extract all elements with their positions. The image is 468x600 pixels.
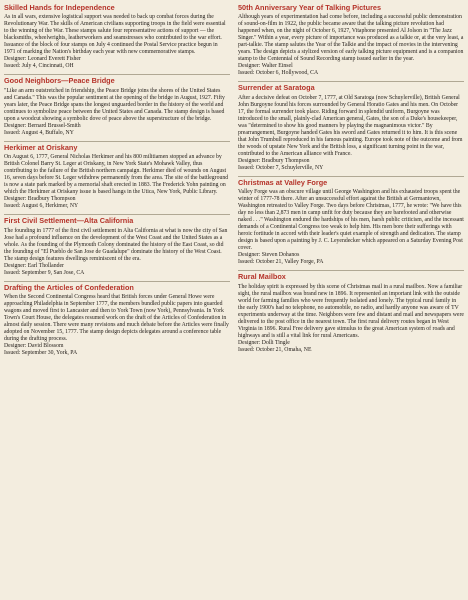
section-title: Christmas at Valley Forge (238, 177, 328, 187)
left-column (4, 4, 230, 600)
section-title: Good Neighbors—Peace Bridge (4, 76, 115, 86)
section-articles-confederation (4, 281, 230, 357)
section-body: Although years of experimentation had come before, including a successful public demonstration of sound-on-film in 1922, the public became aware that the talking picture revolution had happened when, on the night of October 6, 1927, Vitaphone presented Al Jolson in "The Jazz Singer." Within a year, every picture of importance was produced as a talkie or, at the very least, a part-talkie. The stamp salutes the Year of the Talkie and the impact of movies in the intervening years. The design depicts a stylized version of early talking picture equipment and is a companion stamp to the Centennial of Sound Recording stamp issued earlier in the year. (238, 14, 464, 63)
section-saratoga (238, 81, 464, 171)
section-designer: Designer: Bernard Brussel-Smith (4, 122, 81, 129)
section-designer: Designer: Bradbury Thompson (4, 196, 76, 203)
section-talking-pictures (238, 4, 464, 77)
section-body: "Like an arm outstretched in friendship, the Peace Bridge joins the shores of the United States and Canada." This was the popular sentiment at the opening of the bridge in August, 1927. Fifty years later, the Peace Bridge spans the longest unguarded border in the history of the world and continues to symbolize peace between the United States and Canada. The stamp design is based upon a woodcut showing a symbolic dove of peace above the superstructure of the bridge. (4, 87, 225, 122)
section-designer: Designer: Walter Einsel (238, 63, 293, 70)
section-body: When the Second Continental Congress heard that British forces under General Howe were approaching Philadelphia in September 1777, the members bundled public papers into guarded wagons and moved first to Lancaster and then to York Town (now York), Pennsylvania. In York Town's Court House, the delegates resumed work on the draft of the Articles of Confederation in almost daily session. There were many revisions and much debate before the Articles were finally adopted on November 15, 1777. The stamp design depicts delegates around a conference table during the drafting process. (4, 294, 229, 343)
section-title: Skilled Hands for Independence (4, 4, 115, 12)
section-title: First Civil Settlement—Alta California (4, 216, 134, 226)
section-issued: Issued: October 6, Hollywood, CA (238, 70, 319, 77)
section-body: As in all wars, extensive logistical support was needed to back up combat forces during the Revolutionary War. The skills of American civilians supporting troops in the field were essential to the winning of the War. These stamps salute four representative actions of support — the blacksmiths, wheelwrights, leatherworkers and seamstresses who contributed to the war effort. Issuance of the block of four stamps on July 4 continued the Postal Service practice begun in 1971 of marking the Nation's birthday each year with new commemorative stamps. (4, 14, 226, 56)
section-body: The founding in 1777 of the first civil settlement in Alta California at what is now the city of San Jose had a profound influence on the development of the West Coast and the United States as a whole. As the founding of the Plymouth Colony dominated the history of the East Coast, so did the founding of "El Pueblo de San Jose de Guadalupe" dominate the history of the West Coast. The stamp design features dwellings reminiscent of the era. (4, 227, 228, 262)
section-designer: Designer: David Blossom (4, 343, 64, 350)
section-herkimer (4, 141, 230, 210)
section-peace-bridge (4, 74, 230, 136)
section-title: Drafting the Articles of Confederation (4, 282, 134, 292)
section-designer: Designer: Steven Dohanos (238, 252, 300, 259)
section-issued: Issued: August 4, Buffalo, NY (4, 129, 74, 136)
section-title: 50th Anniversary Year of Talking Pictures (238, 4, 382, 12)
section-valley-forge (238, 176, 464, 266)
section-issued: Issued: October 7, Schuylerville, NY (238, 164, 324, 171)
section-body: On August 6, 1777, General Nicholas Herkimer and his 800 militiamen stopped an advance by British Colonel Barry St. Leger at Oriskany, in New York State's Mohawk Valley, thus contributing to the failure of the British northern campaign. Herkimer died of wounds on August 16, seven days before St. Leger withdrew permanently from the area. The site of the battleground is now a state park marked by a memorial shaft erected in 1883. The Frederick Yohn painting on which the Herkimer at Oriskany issue is based hangs in the Utica, New York, Public Library. (4, 154, 229, 196)
section-designer: Designer: Dolli Tingle (238, 339, 290, 346)
section-title: Surrender at Saratoga (238, 83, 315, 93)
section-issued: Issued: July 4, Cincinnati, OH (4, 63, 74, 70)
section-body: The holiday spirit is expressed by this scene of Christmas mail in a rural mailbox. Now a familiar sight, the rural mailbox was brand new in 1896. It represented an important link with the outside world for farming families who were frequently isolated and lonely. The typical rural family in the early 1900's had no telephone, no automobile, no radio, and hardly anyone was aware of TV experiments underway at the time. Neighbors were few and distant and mail and newspapers were delivered to the post office in the nearest town. The first rural delivery routes began in West Virginia in 1896. Rural Free delivery gave stimulus to the great American system of roads and highways and is still a vital link for rural Americans. (238, 283, 464, 339)
section-issued: Issued: October 21, Omaha, NE (238, 346, 312, 353)
section-issued: Issued: September 30, York, PA (4, 350, 78, 357)
section-issued: Issued: September 9, San Jose, CA (4, 269, 85, 276)
section-designer: Designer: Bradbury Thompson (238, 157, 310, 164)
section-alta-california (4, 214, 230, 276)
section-title: Rural Mailbox (238, 272, 286, 282)
section-issued: Issued: October 21, Valley Forge, PA (238, 259, 324, 266)
section-designer: Designer: Earl Thollander (4, 262, 64, 269)
section-body: Valley Forge was an obscure village until George Washington and his exhausted troops spent the winter of 1777-78 there. After an unsuccessful effort against the British at Germantown, Washington retreated to Valley Forge. Two days before Christmas, 1777, he wrote: "We have this day no less than 2,873 men in camp unfit for duty because they are barefooted and otherwise naked . . ." Washington endured the hardships of his men, harsh public criticism, and the incessant demands of a Continental Congress too weak to help him. His men bore their sufferings with heroic fortitude in accord with their leader's quiet example of strength and dedication. The stamp design is based upon a painting by J. C. Leyendecker which appeared on a Saturday Evening Post cover. (238, 189, 464, 252)
section-designer: Designer: Leonard Everett Fisher (4, 56, 81, 63)
section-skilled-hands (4, 4, 230, 70)
section-issued: Issued: August 6, Herkimer, NY (4, 203, 79, 210)
section-rural-mailbox (238, 270, 464, 353)
section-body: After a decisive defeat on October 7, 1777, at Old Saratoga (now Schuylerville), British General John Burgoyne found his forces surrounded by General Horatio Gates and his men. On October 17, the formal surrender took place. Riding forward in splendid uniform, Burgoyne was introduced to the small, plainly-clad American general, Gates, the son of a Duke's housekeeper, was "determined to show his good manners by playing the magnanimous victor." By prearrangement, Burgoyne handed Gates his sword and Gates returned it to him. It is this scene that John Trumbull reproduced in his famous painting. Europe took note of the outcome and from the woods of upstate New York and the British loss, a significant turning point in the war, contributed to the American alliance with France. (238, 94, 463, 157)
right-column (238, 4, 464, 600)
section-title: Herkimer at Oriskany (4, 142, 78, 152)
